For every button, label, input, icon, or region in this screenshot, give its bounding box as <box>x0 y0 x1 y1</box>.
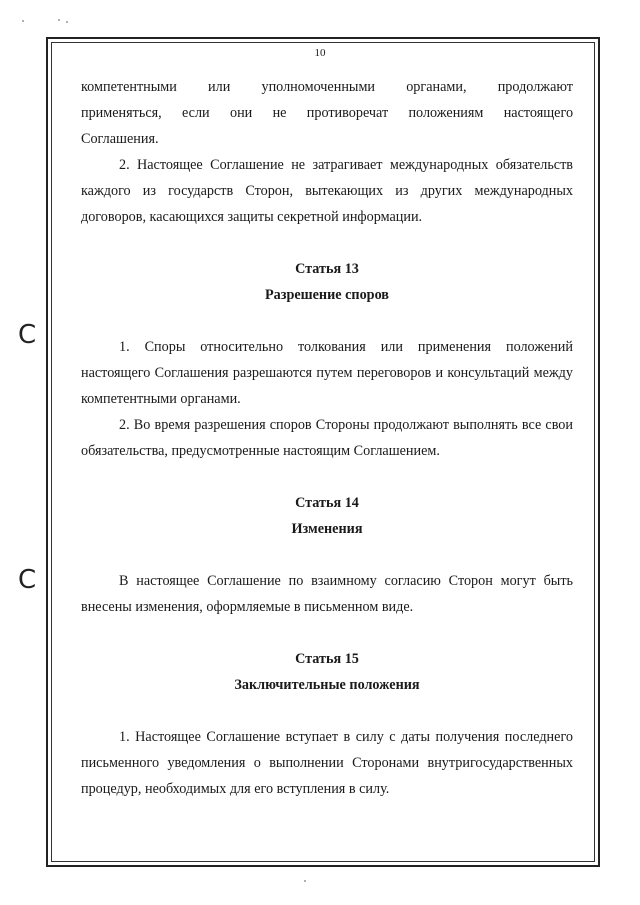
article-13-title: Разрешение споров <box>265 287 389 303</box>
binding-hole-mark: C <box>18 320 37 350</box>
article-13-paragraph-1: 1. Споры относительно толкования или применения положений настоящего Соглашения разрешаются путем переговоров и консультаций между компетентными органами. <box>81 339 573 407</box>
article-15-paragraph-1: 1. Настоящее Соглашение вступает в силу с даты получения последнего письменного уведомления о выполнении Сторонами внутригосударственных процедур, необходимых для его вступления в силу. <box>81 729 573 797</box>
scan-speck <box>58 19 60 21</box>
document-body <box>81 74 573 802</box>
scan-speck <box>22 20 24 22</box>
scan-speck <box>66 21 68 23</box>
article-14-title: Изменения <box>291 521 363 537</box>
article-15-number: Статья 15 <box>295 651 359 667</box>
article-13-number: Статья 13 <box>295 261 359 277</box>
binding-hole-mark: C <box>18 565 37 595</box>
continued-paragraph-line: Соглашения. <box>81 131 159 147</box>
continued-paragraph-line: применяться, если они не противоречат положениям настоящего <box>81 105 574 121</box>
article-14-paragraph-1: В настоящее Соглашение по взаимному согласию Сторон могут быть внесены изменения, оформляемые в письменном виде. <box>81 573 573 615</box>
page-number: 10 <box>314 47 326 59</box>
scan-speck <box>304 880 306 882</box>
article-15-title: Заключительные положения <box>234 677 420 693</box>
article-14-number: Статья 14 <box>295 495 359 511</box>
continued-paragraph-line: компетентными или уполномоченными органами, продолжают <box>81 79 573 95</box>
article-13-paragraph-2: 2. Во время разрешения споров Стороны продолжают выполнять все свои обязательства, предусмотренные настоящим Соглашением. <box>81 417 573 459</box>
paragraph-12-2: 2. Настоящее Соглашение не затрагивает международных обязательств каждого из государств Сторон, вытекающих из других международных договоров, касающихся защиты секретной информации. <box>81 157 573 225</box>
